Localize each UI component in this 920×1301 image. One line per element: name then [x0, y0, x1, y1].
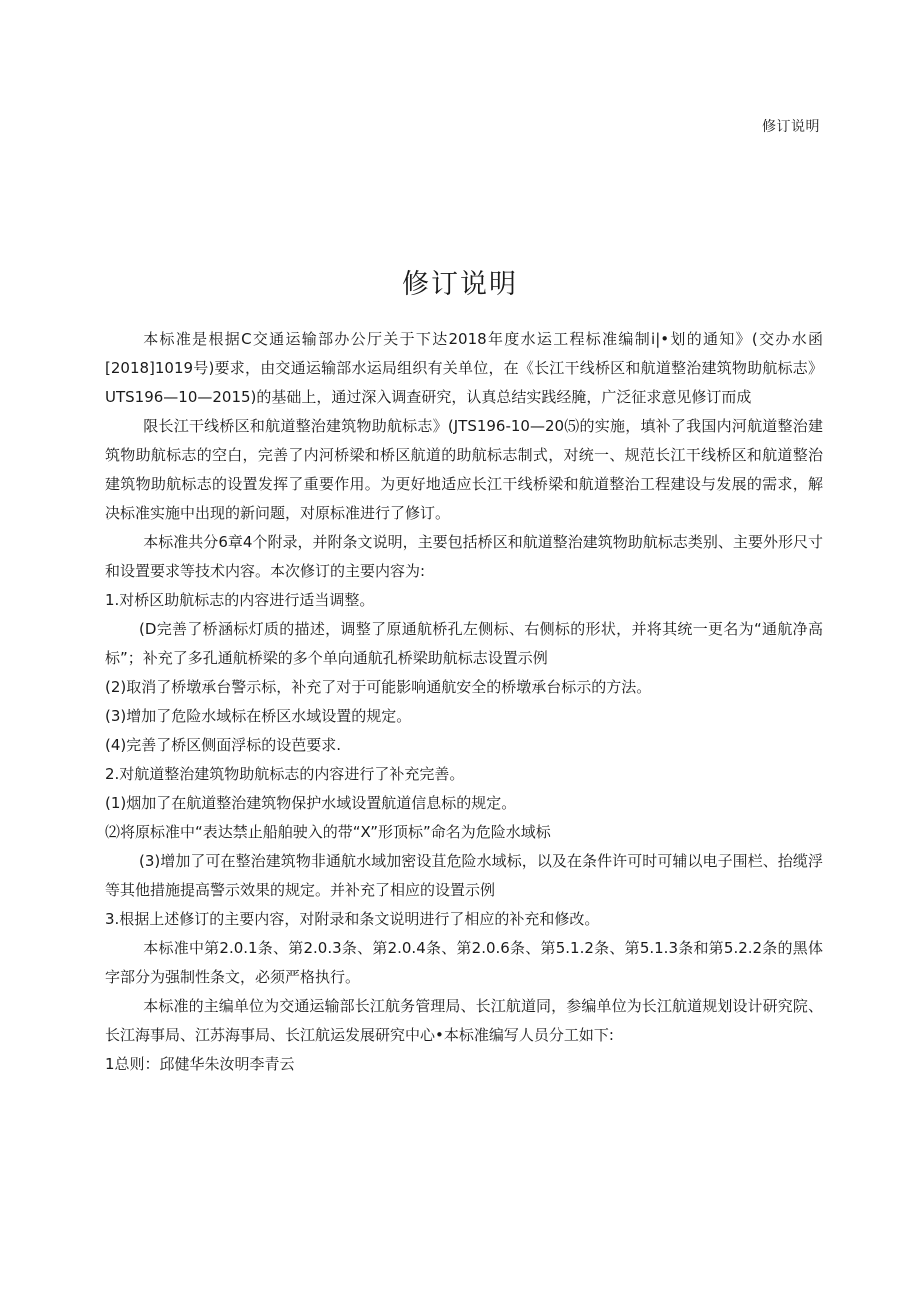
revision-subitem-1-4: (4)完善了桥区侧面浮标的设芭要求.	[105, 736, 342, 754]
intro-paragraph-2: 限长江干线桥区和航道整治建筑物助航标志》(JTS196-10—20⑸的实施，填补了我国内河航道整治建筑物助航标志的空白，完善了内河桥梁和桥区航道的助航标志制式，对统一、规范长江干线桥区和航道整治建筑物助航标志的设置发挥了重要作用。为更好地适应长江干线桥梁和航道整治工程建设与发展的需求，解决标准实施中出现的新问题，对原标准进行了修订。	[105, 417, 823, 522]
revision-subitem-2-3: (3)增加了可在整治建筑物非通航水域加密设苴危险水域标，以及在条件许可时可辅以电子围栏、抬缆浮等其他措施提高警示效果的规定。并补充了相应的设置示例	[105, 852, 823, 899]
intro-paragraph-1: 本标准是根据C交通运输部办公厅关于下达2018年度水运工程标准编制i|•划的通知》(交办水函[2018]1019号)要求，由交通运输部水运局组织有关单位，在《长江干线桥区和航道整治建筑物助航标志》UTS196—10—2015)的基础上，通过深入调查研究，认真总结实践经腌，广泛征求意见修订而成	[105, 330, 823, 406]
running-header: 修订说明	[762, 119, 820, 135]
revision-item-1: 1.对桥区助航标志的内容进行适当调整。	[105, 591, 375, 609]
revision-item-2: 2.对航道整治建筑物助航标志的内容进行了补充完善。	[105, 765, 465, 783]
document-title: 修订说明	[402, 269, 518, 300]
revision-item-3: 3.根据上述修订的主要内容，对附录和条文说明进行了相应的补充和修改。	[105, 910, 600, 928]
author-assignment-line: 1总则：邱健华朱汝明李青云	[105, 1055, 295, 1073]
intro-paragraph-3: 本标准共分6章4个附录，并附条文说明，主要包括桥区和航道整治建筑物助航标志类别、主要外形尺寸和设置要求等技术内容。本次修订的主要内容为:	[105, 533, 823, 580]
document-body	[105, 325, 823, 1079]
revision-subitem-2-1: (1)烟加了在航道整治建筑物保护水域设置航道信息标的规定。	[105, 794, 517, 812]
editing-units-paragraph: 本标准的主编单位为交通运输部长江航务管理局、长江航道同，参编单位为长江航道规划设计研究院、长江海事局、江苏海事局、长江航运发展研究中心•本标准编写人员分工如下:	[105, 997, 823, 1044]
revision-subitem-1-1: (D完善了桥涵标灯质的描述，调整了原通航桥孔左侧标、右侧标的形状，并将其统一更名为“通航净高标”；补充了多孔通航桥梁的多个单向通航孔桥梁助航标志设置示例	[105, 620, 823, 667]
revision-subitem-2-2: ⑵将原标准中“表达禁止船舶驶入的带“X”形顶标”命名为危险水域标	[105, 823, 551, 841]
revision-subitem-1-2: (2)取消了桥墩承台警示标，补充了对于可能影响通航安全的桥墩承台标示的方法。	[105, 678, 652, 696]
revision-subitem-1-3: (3)增加了危险水域标在桥区水域设置的规定。	[105, 707, 412, 725]
mandatory-clauses-paragraph: 本标准中第2.0.1条、第2.0.3条、第2.0.4条、第2.0.6条、第5.1.2条、第5.1.3条和第5.2.2条的黑体字部分为强制性条文，必须严格执行。	[105, 939, 823, 986]
